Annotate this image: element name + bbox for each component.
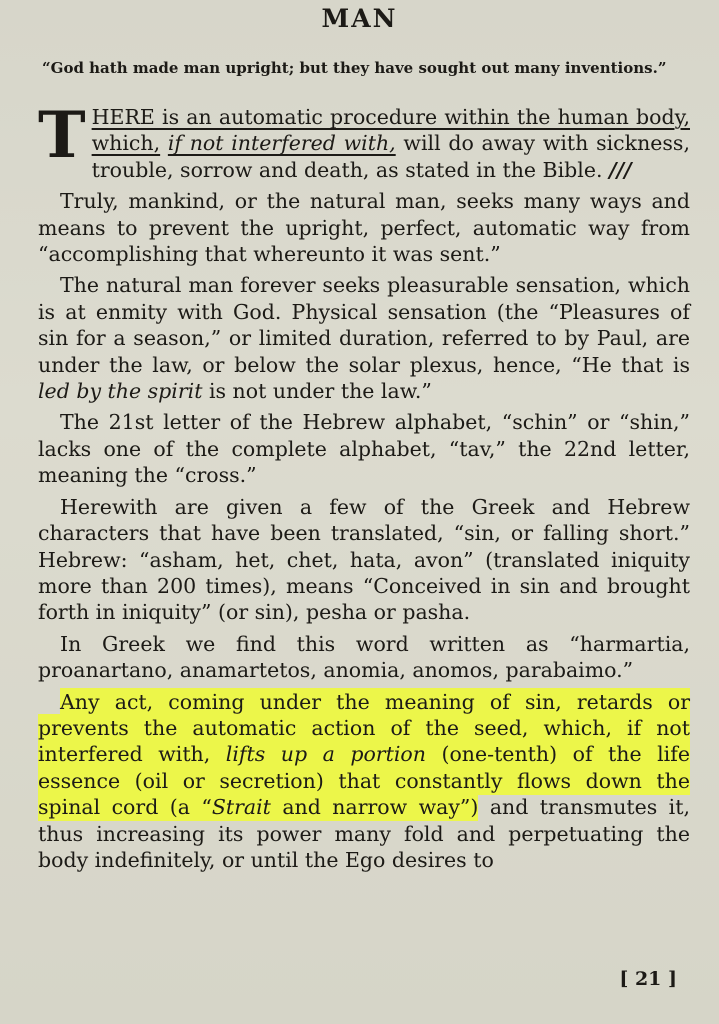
paragraph-5: Herewith are given a few of the Greek and Hebrew characters that have been translated, “sin, or falling short.” Hebrew: “asham, het, chet, hata, avon” (translated iniquity more than 200 times), means “Conceived in sin and brought forth in iniquity” (or sin), pesha or pasha.: [38, 494, 690, 625]
highlight-part-1: Any act, coming under the meaning of sin, retards or prevents the automatic action of the seed, which, if not interfered with,: [38, 689, 690, 767]
highlight-part-3: and narrow way”): [282, 795, 479, 820]
body-text: [38, 98, 690, 873]
drop-cap: T: [38, 98, 86, 173]
italic-text: Strait: [211, 795, 271, 820]
page-number: [ 21 ]: [619, 968, 677, 990]
epigraph: “God hath made man upright; but they have sought out many inventions.”: [42, 59, 667, 77]
paragraph-7: [38, 689, 690, 874]
pen-mark: ///: [609, 157, 632, 182]
italic-text: if not interfered with,: [167, 131, 396, 156]
italic-text: led by the spirit: [38, 379, 203, 404]
paragraph-1: [38, 98, 690, 183]
paragraph-7-rest: and transmutes it, thus increasing its power many fold and perpetuating the body indefinitely, or until the Ego desires to: [38, 795, 690, 872]
underlined-text: HERE is an automatic procedure within the human body, which,: [91, 105, 690, 156]
paragraph-1-rest: will do away with sickness, trouble, sorrow and death, as stated in the Bible.: [91, 131, 690, 182]
chapter-title: MAN: [321, 4, 398, 33]
highlight-part-2: (one-tenth) of the life essence (oil or secretion) that constantly flows down the spinal cord (a “: [38, 742, 690, 820]
paragraph-2: Truly, mankind, or the natural man, seeks many ways and means to prevent the upright, perfect, automatic way from “accomplishing that whereunto it was sent.”: [38, 189, 690, 267]
paragraph-3-end: is not under the law.”: [208, 379, 432, 404]
italic-text: lifts up a portion: [225, 742, 426, 767]
paragraph-4: The 21st letter of the Hebrew alphabet, “schin” or “shin,” lacks one of the complete alphabet, “tav,” the 22nd letter, meaning the “cross.”: [38, 410, 690, 488]
paragraph-3-start: The natural man forever seeks pleasurable sensation, which is at enmity with God. Physical sensation (the “Pleasures of sin for a season,” or limited duration, referred to by Paul, are under the law, or below the solar plexus, hence, “He that is: [38, 273, 690, 377]
paragraph-3: [38, 272, 690, 404]
paragraph-6: In Greek we find this word written as “harmartia, proanartano, anamartetos, anomia, anomos, parabaimo.”: [38, 631, 690, 683]
